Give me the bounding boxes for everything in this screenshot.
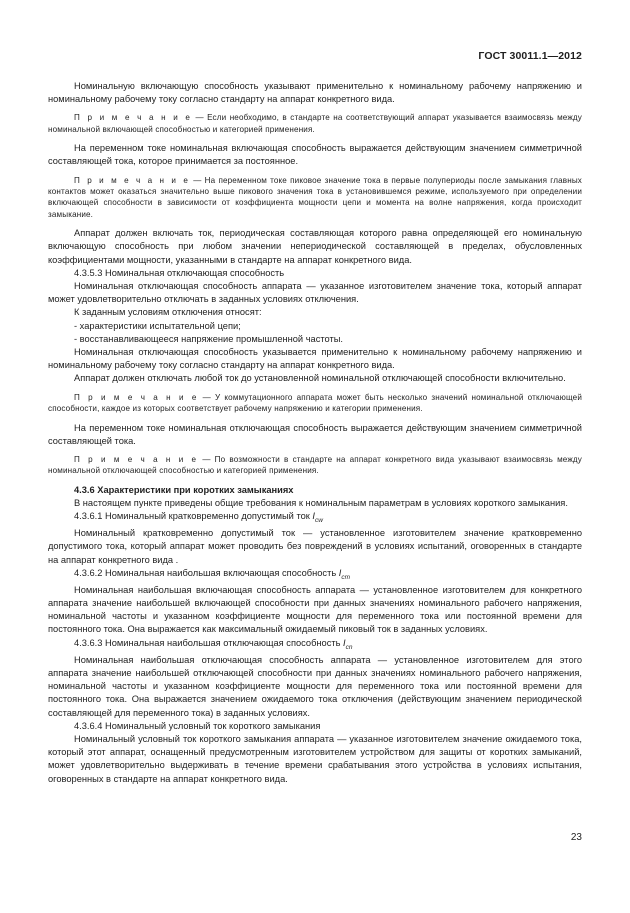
paragraph: Аппарат должен включать ток, периодическая составляющая которого равна определяющей его номинальную включающую способность при любом значении непериодической составляющей в пределах, обусловленных коэффициентами мощности, указанными в стандарте на аппарат конкретного вида. [48,228,582,265]
paragraph: Номинальный кратковременно допустимый ток — установленное изготовителем значение кратковременно допустимого тока, который аппарат может проводить без повреждений в условиях испытаний, оговоренных в стандарте на аппарат конкретного вида . [48,528,582,565]
document-body [48,80,582,786]
list-item: - характеристики испытательной цепи; [74,320,241,331]
page-number: 23 [570,832,582,843]
paragraph: В настоящем пункте приведены общие требования к номинальным параметрам в условиях короткого замыкания. [74,497,568,508]
symbol [338,567,351,581]
subsection-title [48,637,582,654]
symbol-letter: I [343,637,346,648]
paragraph: Номинальная наибольшая отключающая способность аппарата — установленное изготовителем для этого аппарата значение наибольшей отключающей способности при данных значениях номинального рабочего напряжения, номинальной частоты и указанном коэффициенте мощности для переменного тока или постоянной времени для постоянного тока. Она выражается значением ожидаемого тока отключения (действующим значением периодической составляющей для переменного тока) в заданных условиях. [48,654,582,718]
paragraph: Номинальная отключающая способность аппарата — указанное изготовителем значение тока, который аппарат может удовлетворительно отключать в заданных условиях отключения. [48,281,582,305]
note-text: — На переменном токе пиковое значение тока в первые полупериоды после замыкания главных контактов может оказаться значительно выше пикового значения тока в установившемся режиме, используемого при определении включающей способности в зависимости от коэффициента мощности цепи и момента на волне напряжения, когда происходит замыкание. [48,175,582,219]
paragraph: Номинальная наибольшая включающая способность аппарата — установленное изготовителем для конкретного аппарата значение наибольшей включающей способности при данных значениях номинального рабочего напряжения, номинальной частоты и указанном коэффициенте мощности для переменного тока или постоянной времени для постоянного тока. Она выражается как максимальный ожидаемый пиковый ток в заданных условиях. [48,584,582,635]
subsection-title: 4.3.5.3 Номинальная отключающая способность [74,267,285,278]
note [48,112,582,135]
symbol-subscript: cn [345,643,353,651]
symbol [343,637,353,651]
paragraph: На переменном токе номинальная включающая способность выражается действующим значением симметричной составляющей тока, которое принимается за постоянное. [48,143,582,167]
paragraph: Номинальная отключающая способность указывается применительно к номинальному рабочему напряжению и номинальному рабочему току согласно стандарту на аппарат конкретного вида. [48,347,582,371]
subsection-title [48,567,582,584]
symbol-subscript: cm [341,573,351,581]
subsection-title: 4.3.6.4 Номинальный условный ток короткого замыкания [74,720,321,731]
subsection-title-text: 4.3.6.3 Номинальная наибольшая отключающая способность [74,637,344,648]
paragraph: Номинальный условный ток короткого замыкания аппарата — указанное изготовителем значение ожидаемого тока, который этот аппарат, оснащенный предусмотренным изготовителем устройством для защиты от коротких замыканий, может удовлетворительно выдерживать в течение времени срабатывания этого устройства в условиях испытания, оговоренных в стандарте на аппарат конкретного вида. [48,733,582,784]
note-text: — По возможности в стандарте на аппарат конкретного вида указывают взаимосвязь между номинальной отключающей способностью и категорией применения. [48,454,583,476]
note-label: П р и м е ч а н и е [74,454,199,464]
paragraph: Аппарат должен отключать любой ток до установленной номинальной отключающей способности включительно. [74,373,566,384]
symbol-letter: I [338,567,342,578]
note-label: П р и м е ч а н и е [74,392,199,402]
subsection-title-text: 4.3.6.1 Номинальный кратковременно допустимый ток [74,511,313,522]
note-label: П р и м е ч а н и е [74,113,193,123]
subsection-title-text: 4.3.6.2 Номинальная наибольшая включающая способность [74,567,339,578]
paragraph: На переменном токе номинальная отключающая способность выражается действующим значением симметричной составляющей тока. [48,422,582,446]
paragraph: Номинальную включающую способность указывают применительно к номинальному рабочему напряжению и номинальному рабочему току согласно стандарту на аппарат конкретного вида. [48,81,582,105]
note-label: П р и м е ч а н и е [74,175,191,185]
list-item: - восстанавливающееся напряжение промышленной частоты. [74,333,344,344]
document-id-header: ГОСТ 30011.1—2012 [478,50,582,62]
note [48,175,582,221]
symbol-subscript: cw [315,516,323,524]
symbol [312,511,323,524]
note [48,392,582,415]
note-text: — Если необходимо, в стандарте на соответствующий аппарат указывается взаимосвязь между номинальной включающей способностью и категорией применения. [48,113,582,134]
section-heading: 4.3.6 Характеристики при коротких замыканиях [74,484,294,495]
note [48,454,582,477]
paragraph: К заданным условиям отключения относят: [74,307,262,318]
symbol-letter: I [312,511,316,522]
note-text: — У коммутационного аппарата может быть несколько значений номинальной отключающей способности, каждое из которых соответствует рабочему напряжению и категории применения. [48,392,582,414]
subsection-title [48,510,582,527]
